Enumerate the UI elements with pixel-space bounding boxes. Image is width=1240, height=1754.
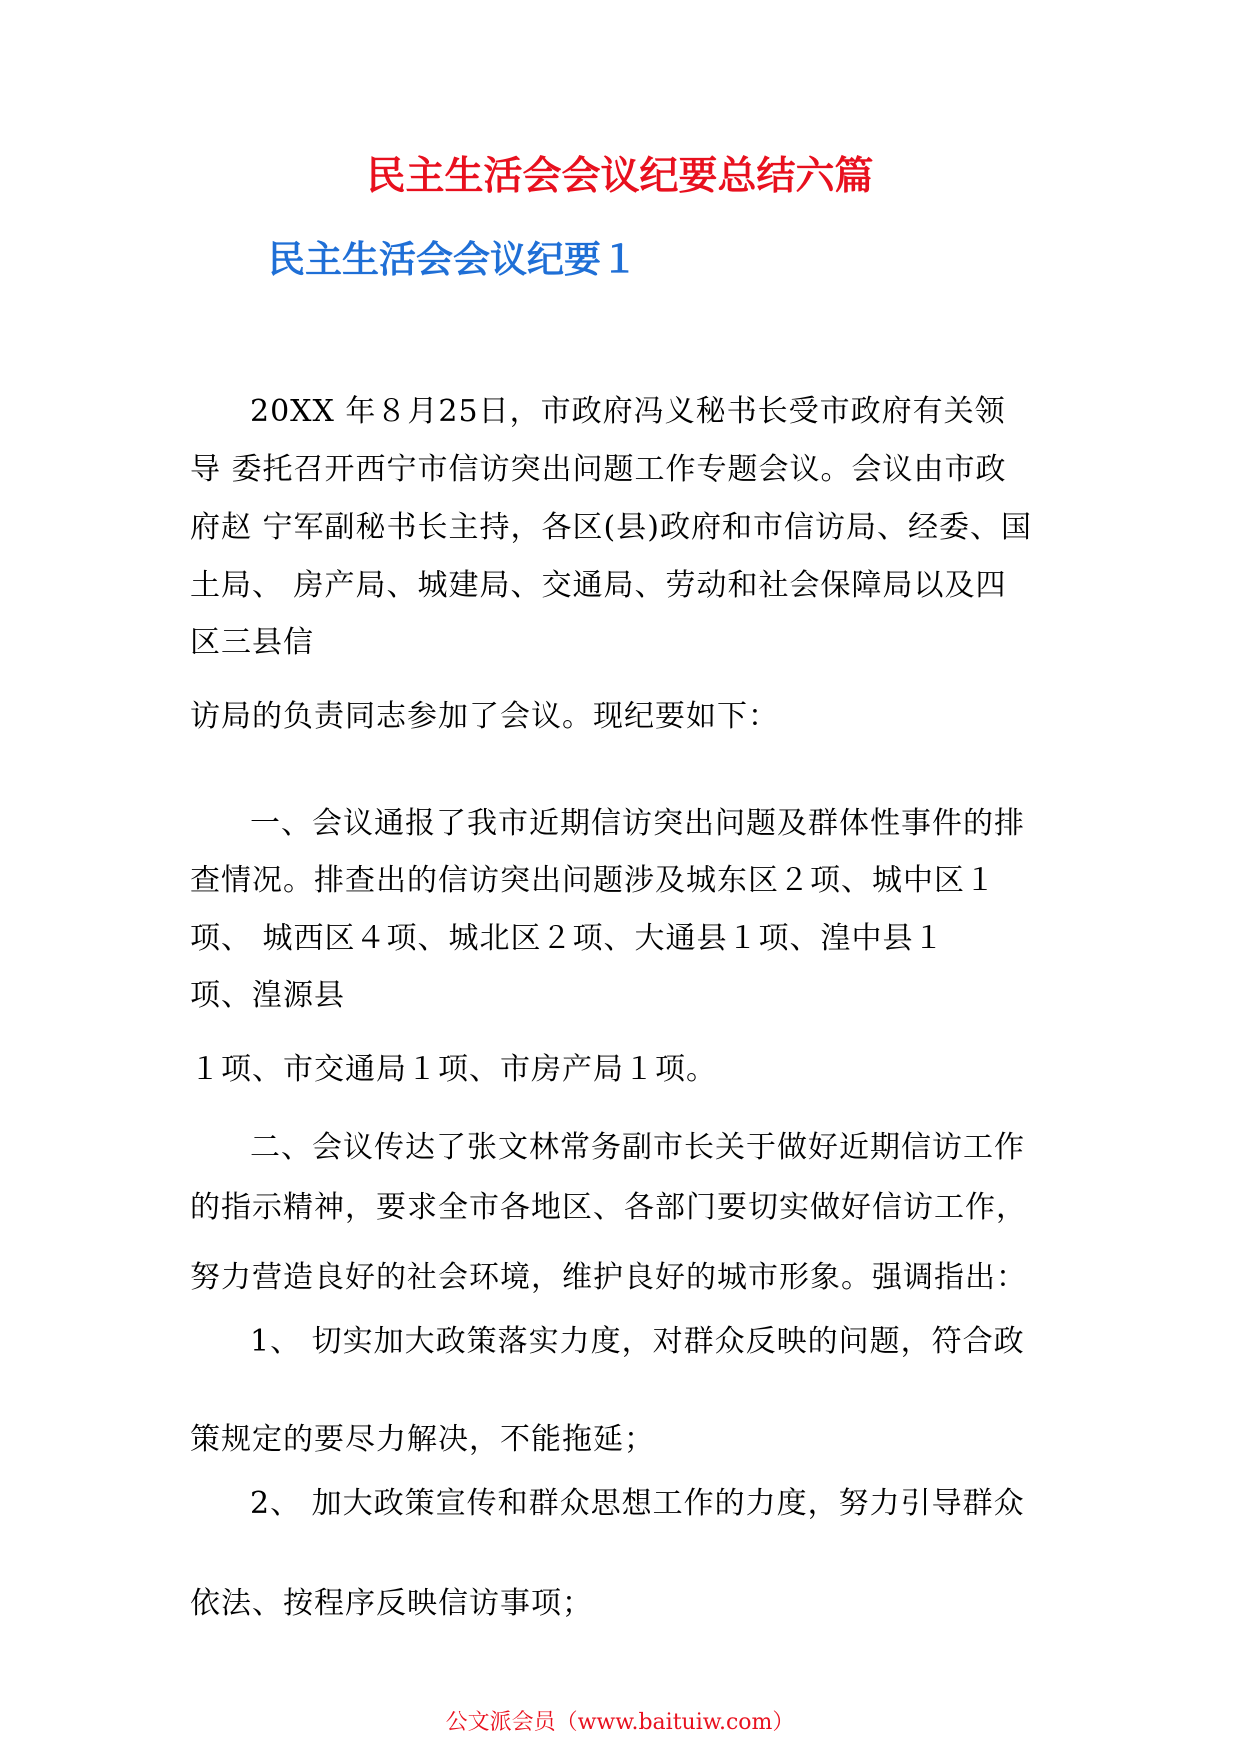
text-line: 策规定的要尽力解决，不能拖延； [190, 1422, 655, 1457]
document-title: 民主生活会会议纪要总结六篇 [366, 154, 874, 199]
text-line: 项、湟源县 [190, 978, 345, 1013]
section-heading: 民主生活会会议纪要１ [268, 238, 638, 281]
footer-watermark: 公文派会员（www.baituiw.com） [445, 1710, 795, 1735]
text-line: 2、 加大政策宣传和群众思想工作的力度，努力引导群众 [250, 1486, 1025, 1521]
text-line: １项、市交通局１项、市房产局１项。 [190, 1052, 717, 1087]
text-line: 府赵 宁军副秘书长主持，各区(县)政府和市信访局、经委、国 [190, 510, 1032, 545]
text-line: 查情况。排查出的信访突出问题涉及城东区２项、城中区１ [190, 863, 996, 898]
text-line: 区三县信 [190, 625, 314, 660]
text-line: 访局的负责同志参加了会议。现纪要如下： [190, 699, 779, 734]
text-line: 20XX 年８月25日，市政府冯义秘书长受市政府有关领 [250, 394, 1006, 429]
text-line: 项、 城西区４项、城北区２项、大通县１项、湟中县１ [190, 921, 945, 956]
text-line: 的指示精神，要求全市各地区、各部门要切实做好信访工作， [190, 1190, 1027, 1225]
text-line: 1、 切实加大政策落实力度，对群众反映的问题，符合政 [250, 1324, 1025, 1359]
text-line: 努力营造良好的社会环境，维护良好的城市形象。强调指出： [190, 1260, 1027, 1295]
text-line: 导 委托召开西宁市信访突出问题工作专题会议。会议由市政 [190, 452, 1007, 487]
text-line: 依法、按程序反映信访事项； [190, 1586, 593, 1621]
text-line: 一、会议通报了我市近期信访突出问题及群体性事件的排 [250, 806, 1025, 841]
text-line: 二、会议传达了张文林常务副市长关于做好近期信访工作 [250, 1130, 1025, 1165]
text-line: 土局、 房产局、城建局、交通局、劳动和社会保障局以及四 [190, 568, 1007, 603]
